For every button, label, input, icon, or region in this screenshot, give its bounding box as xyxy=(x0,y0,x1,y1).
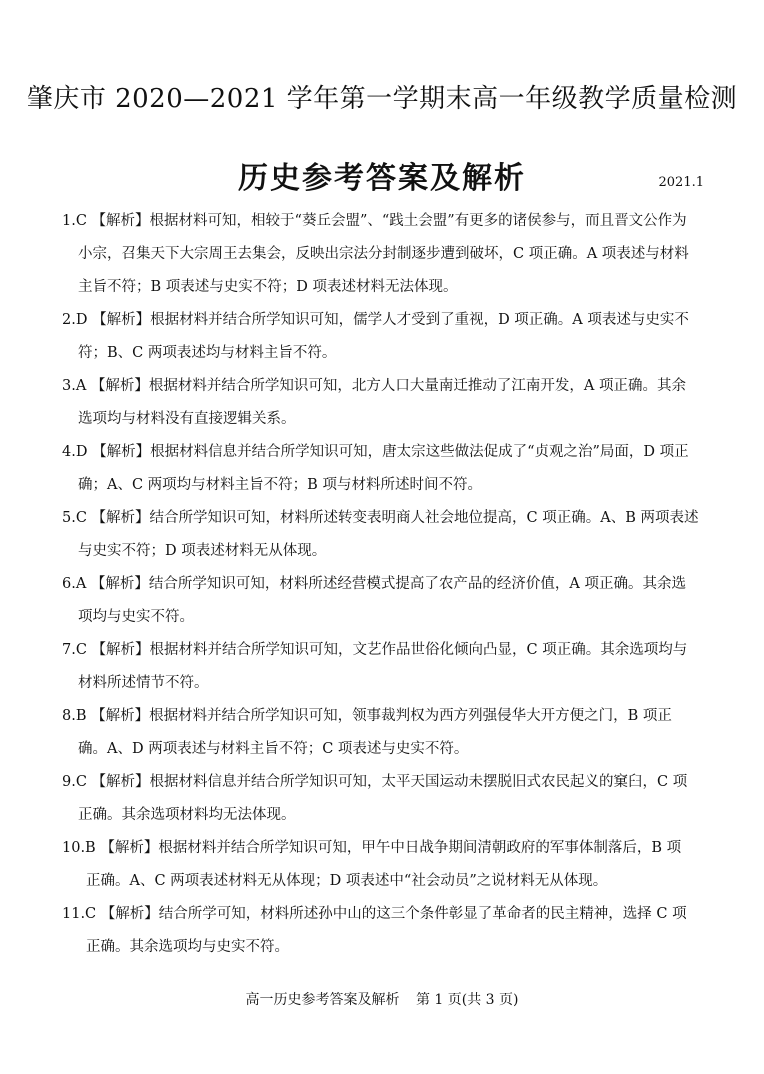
answer-line: 1.C 【解析】根据材料可知，相较于“葵丘会盟”、“践土会盟”有更多的诸侯参与，而且晋文公作为 xyxy=(62,213,687,229)
answer-item xyxy=(62,700,712,766)
answer-item xyxy=(62,370,712,436)
answer-line: 小宗，召集天下大宗周王去集会，反映出宗法分封制逐步遭到破坏，C 项正确。A 项表述与材料 xyxy=(78,246,689,262)
footer-doc-name: 高一历史参考答案及解析 xyxy=(245,992,400,1008)
footer-page-number: 第 1 页(共 3 页) xyxy=(415,992,519,1008)
answer-line: 与史实不符；D 项表述材料无从体现。 xyxy=(78,543,327,559)
exam-title: 肇庆市 2020—2021 学年第一学期末高一年级教学质量检测 xyxy=(26,84,738,114)
answer-line: 主旨不符；B 项表述与史实不符；D 项表述材料无法体现。 xyxy=(78,279,458,295)
answer-line: 正确。其余选项均与史实不符。 xyxy=(86,939,289,955)
answer-item xyxy=(62,634,712,700)
answer-line: 2.D 【解析】根据材料并结合所学知识可知，儒学人才受到了重视，D 项正确。A 项表述与史实不 xyxy=(62,312,689,328)
answer-line: 3.A 【解析】根据材料并结合所学知识可知，北方人口大量南迁推动了江南开发，A 项正确。其余 xyxy=(62,378,686,394)
answer-line: 4.D 【解析】根据材料信息并结合所学知识可知，唐太宗这些做法促成了“贞观之治”局面，D 项正 xyxy=(62,444,689,460)
answer-item xyxy=(62,766,712,832)
answer-item xyxy=(62,502,712,568)
answer-line: 11.C 【解析】结合所学可知，材料所述孙中山的这三个条件彰显了革命者的民主精神，选择 C 项 xyxy=(62,906,687,922)
answer-line: 确；A、C 两项均与材料主旨不符；B 项与材料所述时间不符。 xyxy=(78,477,482,493)
answer-line: 8.B 【解析】根据材料并结合所学知识可知，领事裁判权为西方列强侵华大开方便之门，B 项正 xyxy=(62,708,672,724)
document-subtitle: 历史参考答案及解析 xyxy=(238,161,526,196)
answer-line: 正确。A、C 两项表述材料无从体现；D 项表述中“社会动员”之说材料无从体现。 xyxy=(86,873,608,889)
answer-item xyxy=(62,898,712,964)
answer-item xyxy=(62,832,712,898)
document-date: 2021.1 xyxy=(658,175,704,190)
answer-line: 确。A、D 两项表述与材料主旨不符；C 项表述与史实不符。 xyxy=(78,741,469,757)
answer-line: 选项均与材料没有直接逻辑关系。 xyxy=(78,411,296,427)
answer-line: 正确。其余选项材料均无法体现。 xyxy=(78,807,296,823)
answer-line: 7.C 【解析】根据材料并结合所学知识可知，文艺作品世俗化倾向凸显，C 项正确。其余选项均与 xyxy=(62,642,688,658)
answer-item xyxy=(62,436,712,502)
answer-line: 项均与史实不符。 xyxy=(78,609,194,625)
answer-line: 材料所述情节不符。 xyxy=(78,675,209,691)
answer-line: 5.C 【解析】结合所学知识可知，材料所述转变表明商人社会地位提高，C 项正确。A、B 两项表述 xyxy=(62,510,699,526)
answer-line: 6.A 【解析】结合所学知识可知，材料所述经营模式提高了农产品的经济价值，A 项正确。其余选 xyxy=(62,576,686,592)
answer-line: 9.C 【解析】根据材料信息并结合所学知识可知，太平天国运动未摆脱旧式农民起义的窠臼，C 项 xyxy=(62,774,688,790)
answer-item xyxy=(62,304,712,370)
answer-line: 10.B 【解析】根据材料并结合所学知识可知，甲午中日战争期间清朝政府的军事体制落后，B 项 xyxy=(62,840,682,856)
answer-line: 符；B、C 两项表述均与材料主旨不符。 xyxy=(78,345,337,361)
answer-item xyxy=(62,568,712,634)
answer-list xyxy=(62,205,712,964)
answer-item xyxy=(62,205,712,304)
page-footer xyxy=(0,989,764,1009)
